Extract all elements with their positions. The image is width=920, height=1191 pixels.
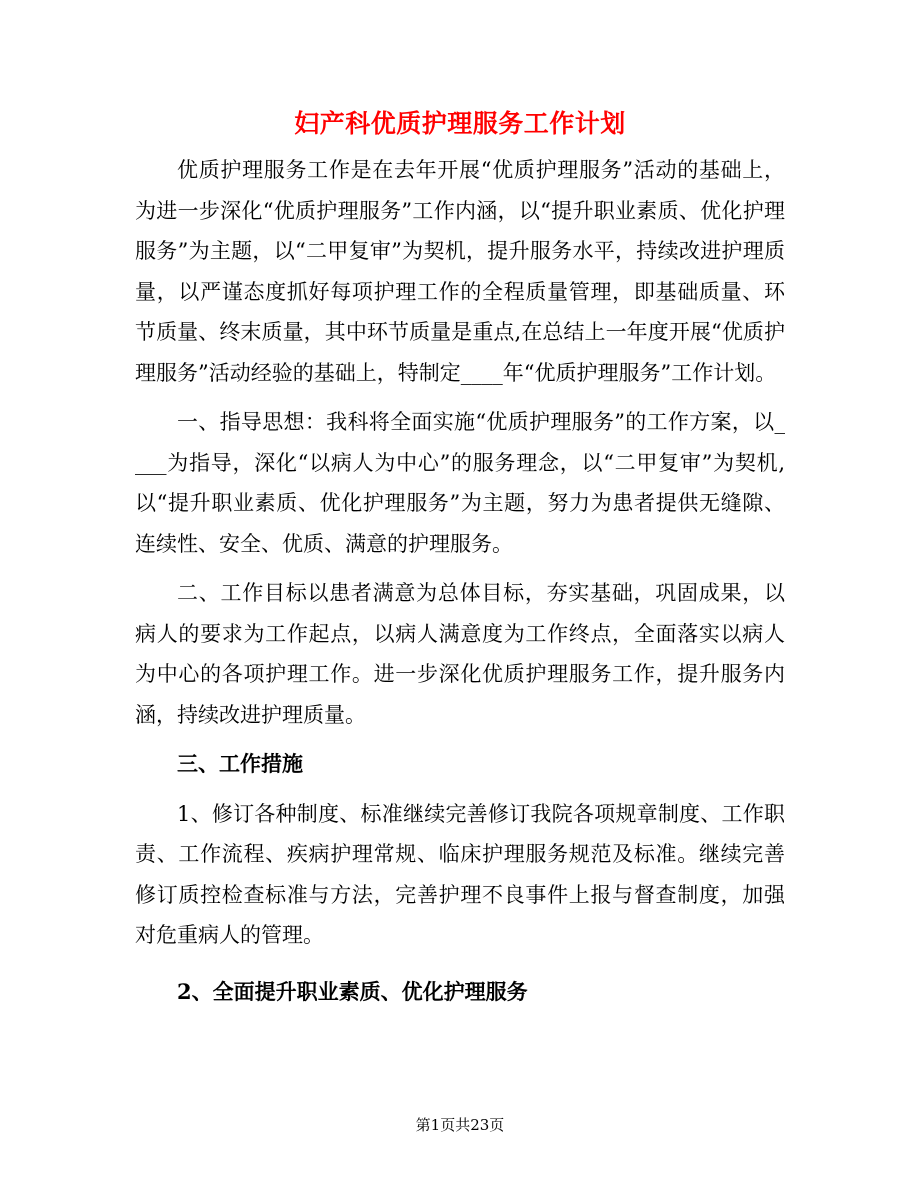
document-title: 妇产科优质护理服务工作计划 xyxy=(294,109,626,138)
measure-2-heading: 2、全面提升职业素质、优化护理服务 xyxy=(177,978,528,1004)
document-body xyxy=(135,150,785,1012)
work-measures-heading: 三、工作措施 xyxy=(177,751,303,776)
page-number-footer: 第1页共23页 xyxy=(415,1116,505,1134)
guiding-ideology-paragraph: 一、指导思想：我科将全面实施“优质护理服务”的工作方案，以____为指导，深化“以病人为中心”的服务理念，以“二甲复审”为契机,以“提升职业素质、优化护理服务”为主题，努力为患者提供无缝隙、连续性、安全、优质、满意的护理服务。 xyxy=(135,410,785,556)
measure-1-paragraph: 1、修订各种制度、标准继续完善修订我院各项规章制度、工作职责、工作流程、疾病护理常规、临床护理服务规范及标准。继续完善修订质控检查标准与方法，完善护理不良事件上报与督查制度，加强对危重病人的管理。 xyxy=(135,801,785,947)
work-goal-paragraph: 二、工作目标以患者满意为总体目标，夯实基础，巩固成果，以病人的要求为工作起点，以病人满意度为工作终点，全面落实以病人为中心的各项护理工作。进一步深化优质护理服务工作，提升服务内涵，持续改进护理质量。 xyxy=(135,581,785,727)
intro-paragraph: 优质护理服务工作是在去年开展“优质护理服务”活动的基础上，为进一步深化“优质护理服务”工作内涵，以“提升职业素质、优化护理服务”为主题，以“二甲复审”为契机，提升服务水平，持续改进护理质量，以严谨态度抓好每项护理工作的全程质量管理，即基础质量、环节质量、终末质量，其中环节质量是重点,在总结上一年度开展“优质护理服务”活动经验的基础上，特制定____年“优质护理服务”工作计划。 xyxy=(135,158,785,385)
